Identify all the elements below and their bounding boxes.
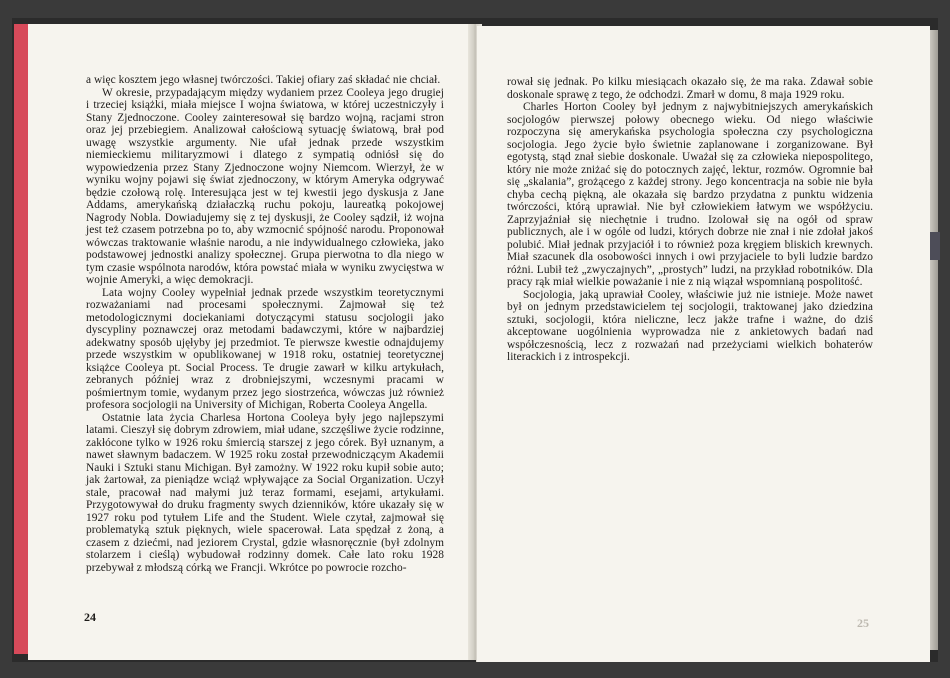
paragraph: rował się jednak. Po kilku miesiącach okazało się, że ma raka. Zdawał sobie doskonale sprawę z tego, że odchodzi. Zmarł w domu, 8 maja 1929 roku.	[507, 76, 873, 101]
left-page-text	[86, 74, 444, 574]
page-number: 25	[857, 616, 869, 630]
left-page	[28, 24, 474, 660]
right-page	[476, 26, 930, 662]
page-tab-marker	[930, 232, 940, 260]
paragraph: a więc kosztem jego własnej twórczości. Takiej ofiary zaś składać nie chciał.	[86, 74, 441, 86]
book-edge-red	[14, 24, 28, 654]
paragraph: Ostatnie lata życia Charlesa Hortona Cooleya były jego najlepszymi latami. Cieszył się dobrym zdrowiem, miał udane, szczęśliwe życie rodzinne, zakłócone tylko w 1926 roku śmiercią starszej z jego córek. Był uznanym, a nawet sławnym badaczem. W 1925 roku został przewodniczącym Akademii Nauki i Sztuki stanu Michigan. Był zamożny. W 1922 roku kupił sobie auto; jak żartował, za pieniądze wciąż wpływające za Social Organization. Uczył stale, pracował nad małymi już teraz formami, esejami, artykułami. Przygotowywał do druku fragmenty swych dzienników, które ukazały się w 1927 roku pod tytułem Life and the Student. Wiele czytał, zajmował się problematyką sztuk pięknych, wiele spacerował. Lata spędzał z żoną, a czasem z dziećmi, nad jeziorem Crystal, gdzie własnoręcznie (był zdolnym stolarzem i cieślą) wybudował rodzinny domek. Całe lato roku 1928 przebywał z młodszą córką we Francji. Wkrótce po powrocie rozcho-	[86, 411, 444, 574]
right-page-text	[507, 76, 873, 364]
paragraph: Charles Horton Cooley był jednym z najwybitniejszych amerykańskich socjologów pierwszej połowy obecnego wieku. Od niego właściwie rozpoczyna się amerykańska psychologia społeczna czy psychologiczna socjologia. Jego życie było świetnie zaplanowane i zorganizowane. Był egotystą, stąd znał siebie doskonale. Uważał się za człowieka niepospolitego, który nie może zniżać się do potocznych zajęć, lektur, rozmów. Ogromnie bał się „skalania”, grożącego z każdej strony. Jego koncentracja na sobie nie była chyba cechą piękną, ale okazała się bardzo przydatna z punktu widzenia twórczości, którą uprawiał. Nie był człowiekiem łatwym we współżyciu. Zaprzyjaźniał się niechętnie i trudno. Izolował się na ogół od spraw publicznych, ale i w ogóle od ludzi, których dobrze nie znał i nie zdołał jakoś polubić. Miał jednak przyjaciół i to również poza kręgiem bliskich krewnych. Miał szacunek dla osobowości innych i owi przyjaciele to byli ludzie bardzo różni. Lubił też „zwyczajnych”, „prostych” ludzi, na przykład robotników. Dla pracy rąk miał wielkie poważanie i nie z nią wiązał wspomnianą pospolitość.	[507, 101, 873, 288]
page-number: 24	[84, 610, 96, 624]
paragraph: Socjologia, jaką uprawiał Cooley, właściwie już nie istnieje. Może nawet był on jednym przedstawicielem tej socjologii, traktowanej jako dziedzina sztuki, socjologii, która nieliczne, lecz jakże trafne i ważne, do dziś akceptowane uogólnienia wyprowadza nie z ankietowych badań nad współczesnością, lecz z rozważań nad przeżyciami wielkich bohaterów literackich i z introspekcji.	[507, 288, 873, 363]
paragraph: Lata wojny Cooley wypełniał jednak przede wszystkim teoretycznymi rozważaniami nad procesami społecznymi. Zajmował się też metodologicznymi dociekaniami dotyczącymi statusu socjologii jako dyscypliny poznawczej oraz metodami badawczymi, które w najbardziej adekwatny sposób ujęłyby jej przedmiot. Te pierwsze kwestie odnajdujemy przede wszystkim w opublikowanej w 1918 roku, ostatniej teoretycznej książce Cooleya pt. Social Process. Te drugie zawarł w kilku artykułach, zebranych później wraz z drobniejszymi, wczesnymi pracami w pośmiertnym tomie, wydanym przez jego siostrzeńca, wówczas już również profesora socjologii na University of Michigan, Roberta Cooleya Angella.	[86, 286, 444, 411]
paragraph: W okresie, przypadającym między wydaniem przez Cooleya jego drugiej i trzeciej książki, miała miejsce I wojna światowa, w której uczestniczyły i Stany Zjednoczone. Cooley zainteresował się bardzo wojną, racjami stron oraz jej przebiegiem. Analizował całościową sytuację światową, brał pod uwagę wszystkie argumenty. Nie ufał jednak przede wszystkim niemieckiemu militaryzmowi i dlatego z sympatią odniósł się do wypowiedzenia przez Stany Zjednoczone wojny Niemcom. Wierzył, że w wyniku wojny pojawi się świat zjednoczony, w którym Ameryka odgrywać będzie czołową rolę. Interesująca jest w tej kwestii jego dyskusja z Jane Addams, amerykańską działaczką ruchu pokoju, laureatką pokojowej Nagrody Nobla. Dowiadujemy się z tej dyskusji, że Cooley sądził, iż wojna jest też czasem potrzebna po to, aby wzmocnić spójność narodu. Proponował wówczas traktowanie właśnie narodu, a nie indywidualnego człowieka, jako podstawowej jednostki analizy społecznej. Grupa pierwotna to dla niego w tym czasie wspólnota narodów, która powstać miała w wyniku zwycięstwa w wojnie Ameryki, a więc demokracji.	[86, 86, 444, 286]
